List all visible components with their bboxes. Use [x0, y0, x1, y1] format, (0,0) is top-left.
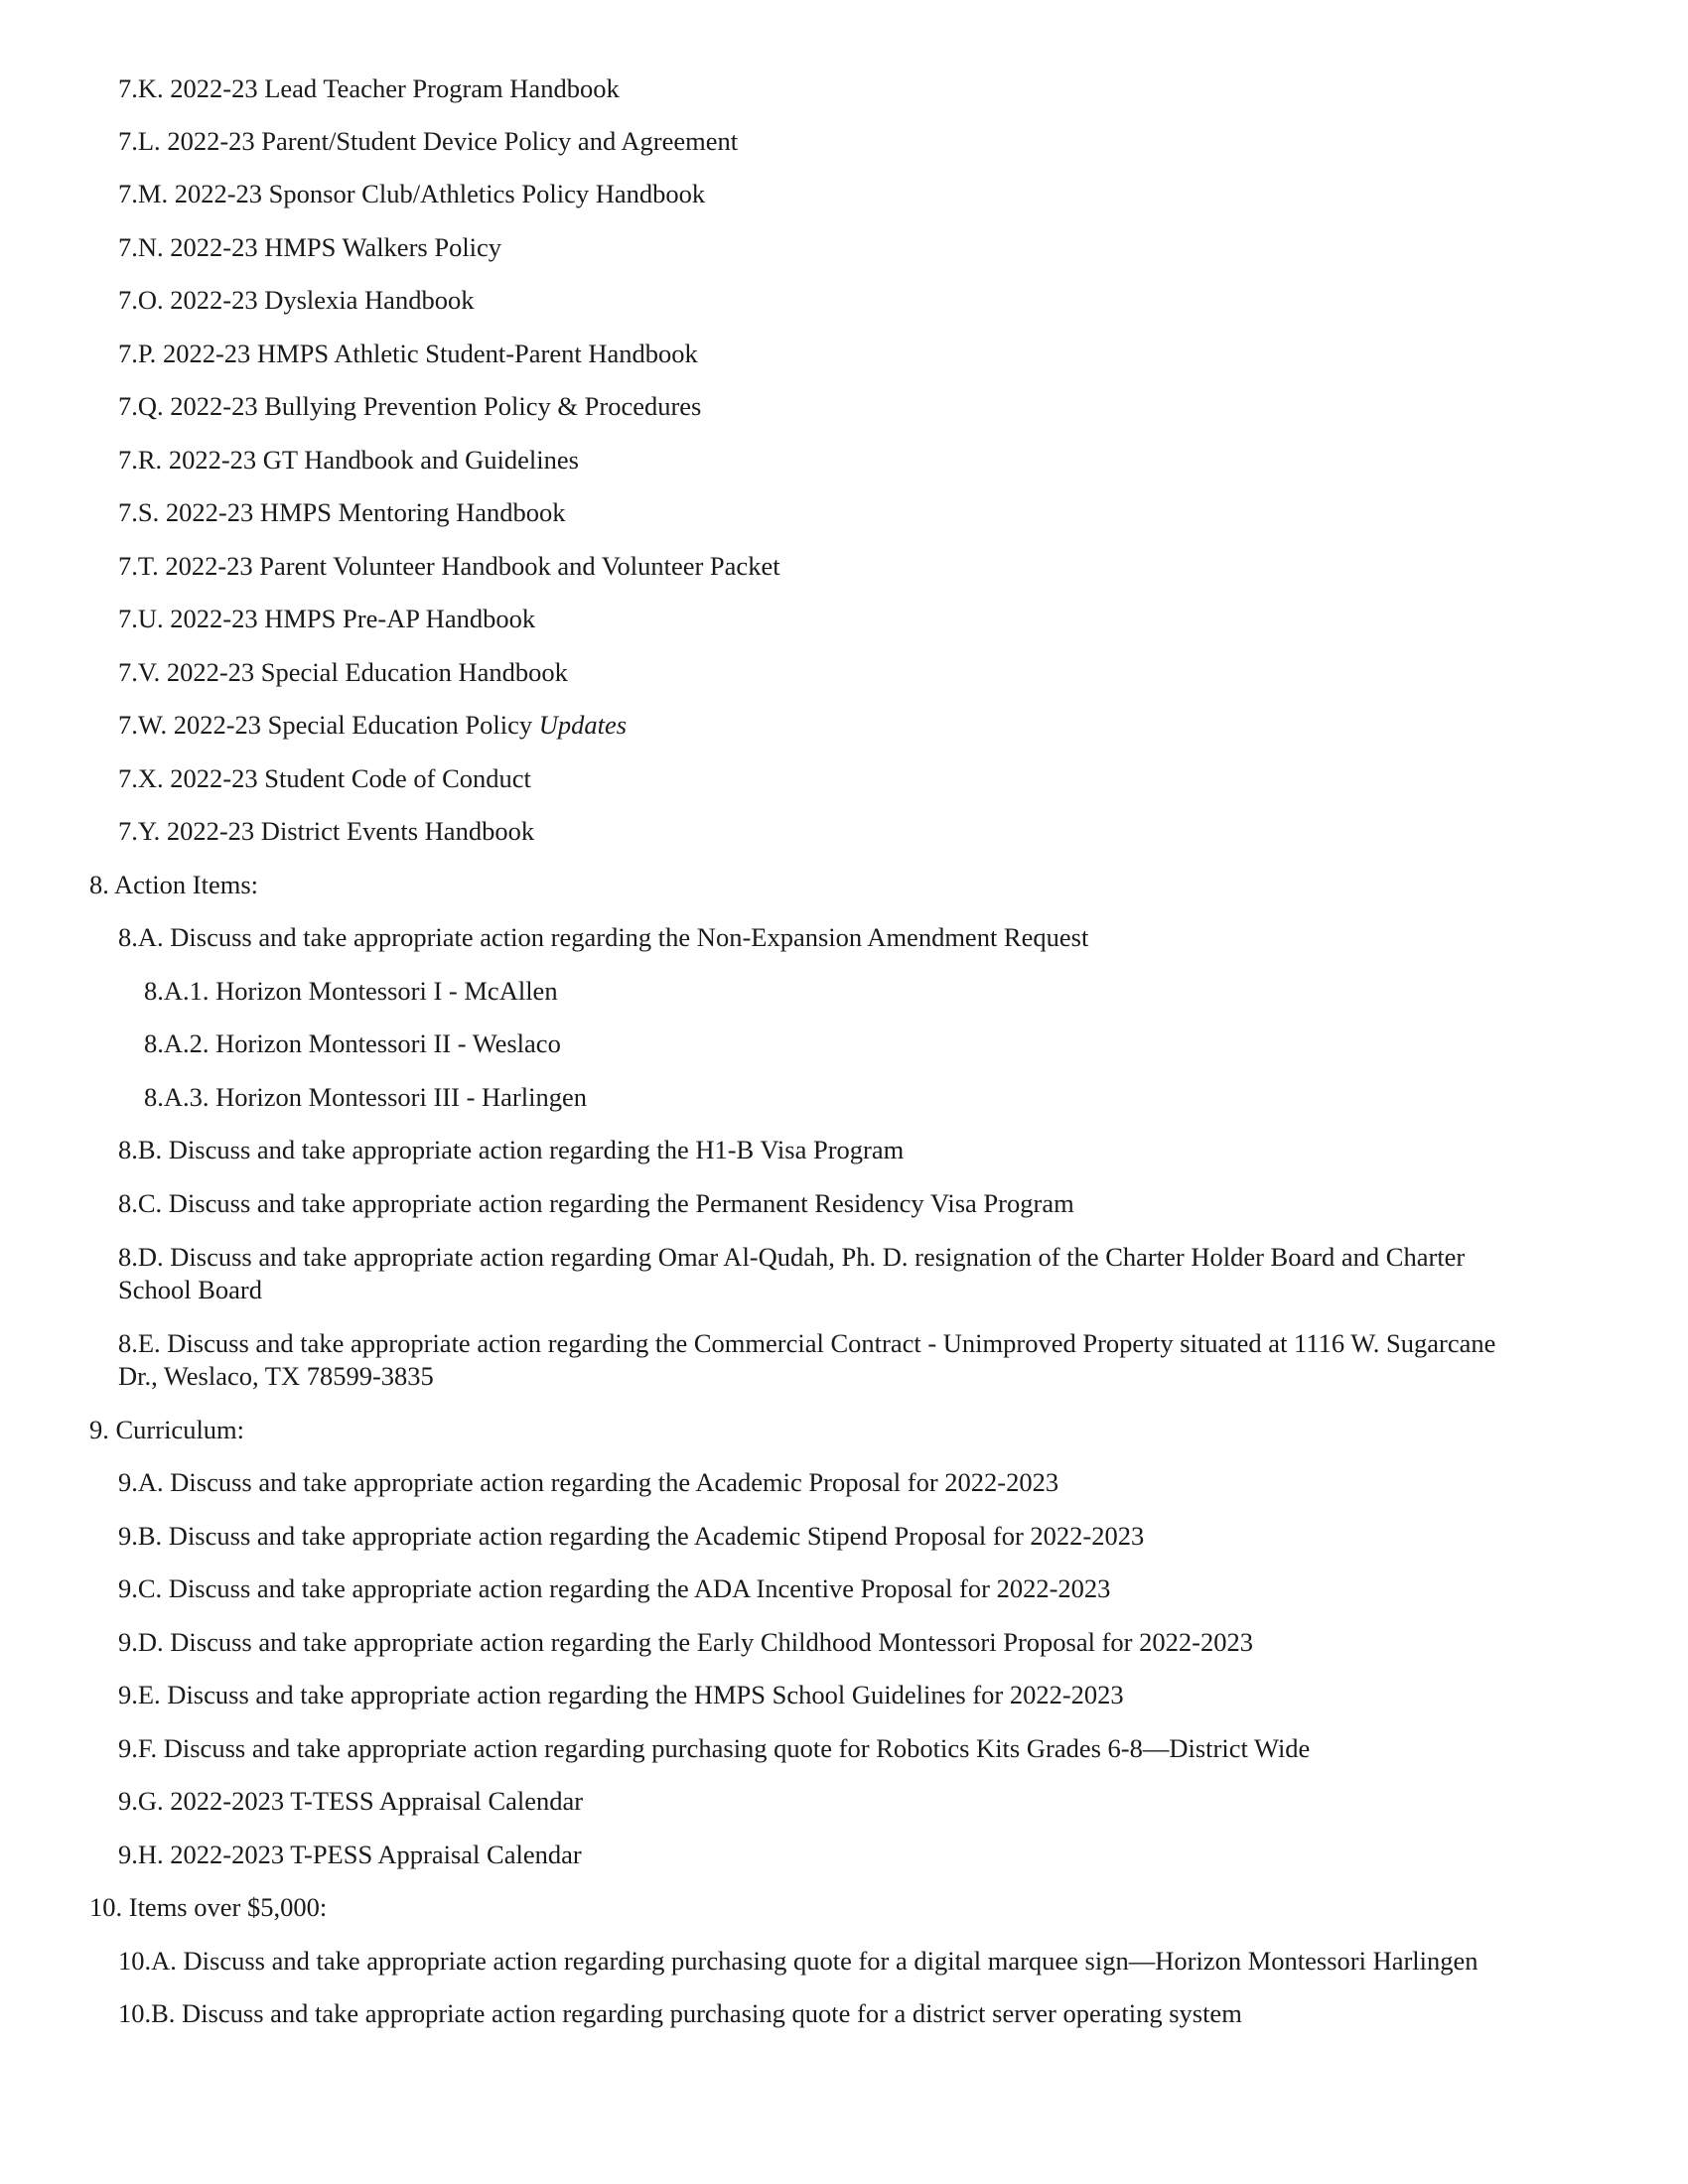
agenda-item-10b: 10.B. Discuss and take appropriate action regarding purchasing quote for a district server operating system	[118, 1998, 1242, 2028]
agenda-item-7k: 7.K. 2022-23 Lead Teacher Program Handbook	[118, 73, 620, 103]
agenda-item-7m: 7.M. 2022-23 Sponsor Club/Athletics Policy Handbook	[118, 179, 706, 208]
agenda-item-9g: 9.G. 2022-2023 T-TESS Appraisal Calendar	[118, 1786, 584, 1816]
agenda-item-8a1: 8.A.1. Horizon Montessori I - McAllen	[144, 976, 558, 1006]
agenda-item-8e: 8.E. Discuss and take appropriate action regarding the Commercial Contract - Unimproved Property situated at 1116 W. Sugarcane	[118, 1328, 1496, 1358]
agenda-item-9d: 9.D. Discuss and take appropriate action regarding the Early Childhood Montessori Proposal for 2022-2023	[118, 1627, 1253, 1657]
agenda-item-7q: 7.Q. 2022-23 Bullying Prevention Policy & Procedures	[118, 391, 702, 421]
agenda-item-9e: 9.E. Discuss and take appropriate action regarding the HMPS School Guidelines for 2022-2023	[118, 1680, 1124, 1709]
agenda-item-7y: 7.Y. 2022-23 District Events Handbook	[118, 816, 535, 846]
agenda-item-7u: 7.U. 2022-23 HMPS Pre-AP Handbook	[118, 604, 536, 633]
agenda-item-7s: 7.S. 2022-23 HMPS Mentoring Handbook	[118, 497, 566, 527]
agenda-item-7n: 7.N. 2022-23 HMPS Walkers Policy	[118, 232, 502, 262]
agenda-item-8d: 8.D. Discuss and take appropriate action regarding Omar Al-Qudah, Ph. D. resignation of the Charter Holder Board and Charter	[118, 1242, 1466, 1272]
agenda-item-7l: 7.L. 2022-23 Parent/Student Device Policy and Agreement	[118, 126, 739, 156]
agenda-item-8b: 8.B. Discuss and take appropriate action regarding the H1-B Visa Program	[118, 1135, 905, 1164]
agenda-item-7v: 7.V. 2022-23 Special Education Handbook	[118, 657, 568, 687]
agenda-item-7o: 7.O. 2022-23 Dyslexia Handbook	[118, 285, 475, 315]
section-8-heading: 8. Action Items:	[89, 870, 259, 899]
agenda-item-9f: 9.F. Discuss and take appropriate action regarding purchasing quote for Robotics Kits Grades 6-8—District Wide	[118, 1733, 1311, 1763]
section-9-heading: 9. Curriculum:	[89, 1415, 245, 1444]
agenda-item-7x: 7.X. 2022-23 Student Code of Conduct	[118, 763, 531, 793]
agenda-item-8e-cont: Dr., Weslaco, TX 78599-3835	[118, 1361, 434, 1391]
agenda-item-9b: 9.B. Discuss and take appropriate action regarding the Academic Stipend Proposal for 2022-2023	[118, 1521, 1145, 1551]
agenda-item-8a2: 8.A.2. Horizon Montessori II - Weslaco	[144, 1028, 561, 1058]
agenda-item-8c: 8.C. Discuss and take appropriate action regarding the Permanent Residency Visa Program	[118, 1188, 1074, 1218]
agenda-item-8d-cont: School Board	[118, 1275, 262, 1304]
agenda-item-7p: 7.P. 2022-23 HMPS Athletic Student-Parent Handbook	[118, 339, 698, 368]
agenda-item-9c: 9.C. Discuss and take appropriate action regarding the ADA Incentive Proposal for 2022-2023	[118, 1573, 1111, 1603]
agenda-item-8a3: 8.A.3. Horizon Montessori III - Harlingen	[144, 1082, 587, 1112]
agenda-item-7r: 7.R. 2022-23 GT Handbook and Guidelines	[118, 445, 579, 475]
agenda-item-10a: 10.A. Discuss and take appropriate action regarding purchasing quote for a digital marquee sign—Horizon Montessori Harlingen	[118, 1946, 1478, 1976]
agenda-item-9h: 9.H. 2022-2023 T-PESS Appraisal Calendar	[118, 1840, 582, 1869]
agenda-item-7w: 7.W. 2022-23 Special Education Policy Updates	[118, 710, 628, 740]
agenda-item-8a: 8.A. Discuss and take appropriate action regarding the Non-Expansion Amendment Request	[118, 922, 1089, 952]
italic-updates: Updates	[538, 710, 628, 740]
agenda-item-9a: 9.A. Discuss and take appropriate action regarding the Academic Proposal for 2022-2023	[118, 1467, 1059, 1497]
section-10-heading: 10. Items over $5,000:	[89, 1892, 328, 1922]
agenda-item-7t: 7.T. 2022-23 Parent Volunteer Handbook and Volunteer Packet	[118, 551, 780, 581]
